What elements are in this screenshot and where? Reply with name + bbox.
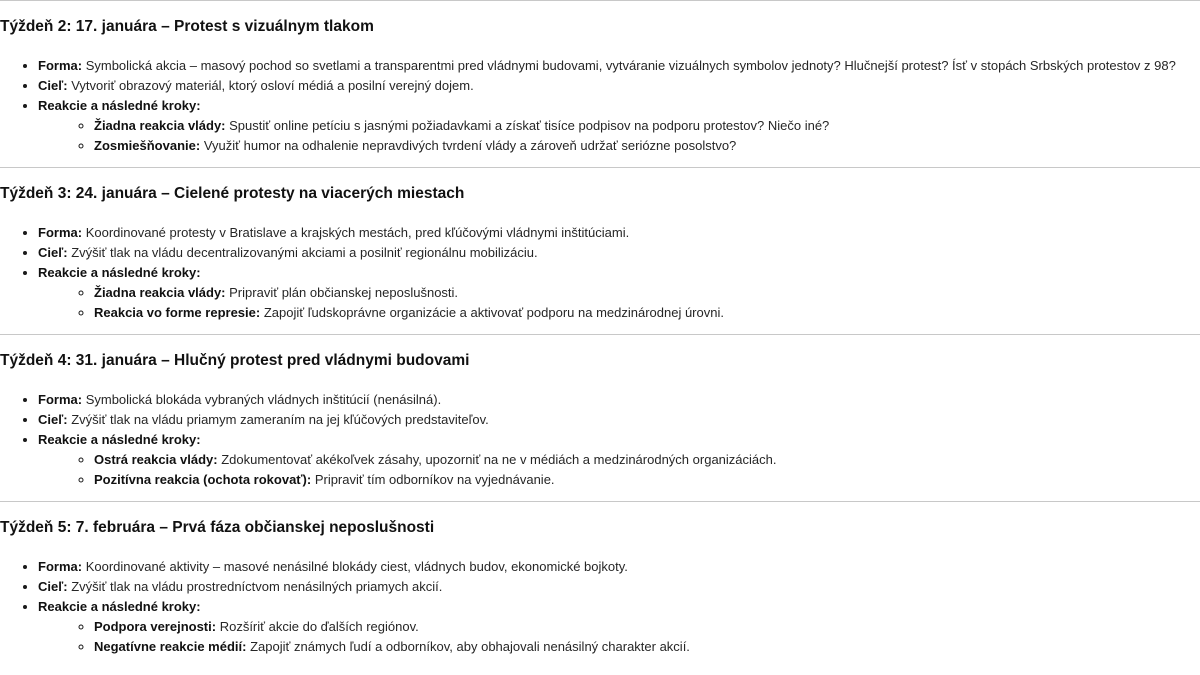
reakcia-item [94,116,1176,136]
reakcie-sublist [38,450,776,490]
reakcia-text: Zdokumentovať akékoľvek zásahy, upozorniť na ne v médiách a medzinárodných organizáciách. [221,452,777,467]
ciel-text: Vytvoriť obrazový materiál, ktorý osloví médiá a posilní verejný dojem. [71,78,474,93]
ciel-label: Cieľ: [38,412,68,427]
reakcia-text: Rozšíriť akcie do ďalších regiónov. [219,619,419,634]
forma-label: Forma: [38,559,83,574]
ciel-item [38,577,690,597]
forma-label: Forma: [38,392,83,407]
ciel-label: Cieľ: [38,245,68,260]
ciel-text: Zvýšiť tlak na vládu priamym zameraním na jej kľúčových predstaviteľov. [71,412,489,427]
reakcie-label: Reakcie a následné kroky: [38,599,201,614]
forma-item [38,223,724,243]
reakcia-item [94,450,776,470]
reakcie-item [38,430,776,490]
ciel-item [38,410,776,430]
week-5-section [0,501,1200,668]
reakcie-label: Reakcie a následné kroky: [38,432,201,447]
reakcie-item [38,263,724,323]
forma-text: Symbolická blokáda vybraných vládnych inštitúcií (nenásilná). [85,392,442,407]
section-points [0,557,690,657]
week-2-section [0,0,1200,167]
reakcia-text: Zapojiť ľudskoprávne organizácie a aktivovať podporu na medzinárodnej úrovni. [263,305,724,320]
ciel-label: Cieľ: [38,78,68,93]
reakcia-label: Žiadna reakcia vlády: [94,118,226,133]
forma-label: Forma: [38,225,83,240]
section-heading: Týždeň 2: 17. januára – Protest s vizuálnym tlakom [0,18,374,35]
section-points [0,390,776,490]
forma-text: Koordinované aktivity – masové nenásilné blokády ciest, vládnych budov, ekonomické bojkoty. [85,559,628,574]
reakcia-label: Zosmiešňovanie: [94,138,201,153]
forma-text: Koordinované protesty v Bratislave a krajských mestách, pred kľúčovými vládnymi inštitúciami. [85,225,630,240]
week-3-section [0,167,1200,334]
reakcia-text: Zapojiť známych ľudí a odborníkov, aby obhajovali nenásilný charakter akcií. [250,639,690,654]
section-points [0,223,724,323]
reakcia-label: Podpora verejnosti: [94,619,217,634]
reakcie-label: Reakcie a následné kroky: [38,265,201,280]
section-heading: Týždeň 3: 24. januára – Cielené protesty na viacerých miestach [0,185,465,202]
reakcia-text: Využiť humor na odhalenie nepravdivých tvrdení vlády a zároveň udržať seriózne posolstvo? [203,138,737,153]
section-points [0,56,1176,156]
reakcie-label: Reakcie a následné kroky: [38,98,201,113]
section-heading: Týždeň 4: 31. januára – Hlučný protest pred vládnymi budovami [0,352,470,369]
reakcia-label: Pozitívna reakcia (ochota rokovať): [94,472,312,487]
ciel-text: Zvýšiť tlak na vládu decentralizovanými akciami a posilniť regionálnu mobilizáciu. [71,245,538,260]
reakcia-item [94,637,690,657]
week-4-section [0,334,1200,501]
reakcia-label: Reakcia vo forme represie: [94,305,261,320]
forma-item [38,557,690,577]
reakcie-item [38,597,690,657]
reakcia-label: Negatívne reakcie médií: [94,639,247,654]
reakcia-text: Pripraviť plán občianskej neposlušnosti. [229,285,459,300]
ciel-item [38,76,1176,96]
reakcia-text: Spustiť online petíciu s jasnými požiadavkami a získať tisíce podpisov na podporu protestov? Niečo iné? [229,118,830,133]
reakcia-item [94,617,690,637]
forma-item [38,390,776,410]
reakcia-text: Pripraviť tím odborníkov na vyjednávanie. [314,472,555,487]
ciel-text: Zvýšiť tlak na vládu prostredníctvom nenásilných priamych akcií. [71,579,443,594]
reakcie-sublist [38,116,1176,156]
forma-item [38,56,1176,76]
reakcia-item [94,303,724,323]
reakcia-item [94,470,776,490]
reakcia-item [94,283,724,303]
ciel-item [38,243,724,263]
ciel-label: Cieľ: [38,579,68,594]
reakcia-label: Žiadna reakcia vlády: [94,285,226,300]
reakcie-item [38,96,1176,156]
forma-label: Forma: [38,58,83,73]
reakcia-item [94,136,1176,156]
reakcia-label: Ostrá reakcia vlády: [94,452,218,467]
reakcie-sublist [38,283,724,323]
forma-text: Symbolická akcia – masový pochod so svetlami a transparentmi pred vládnymi budovami, vytváranie vizuálnych symbolov jednoty? Hlučnejší protest? Ísť v stopách Srbských protestov z 98? [85,58,1176,73]
reakcie-sublist [38,617,690,657]
section-heading: Týždeň 5: 7. februára – Prvá fáza občianskej neposlušnosti [0,519,435,536]
